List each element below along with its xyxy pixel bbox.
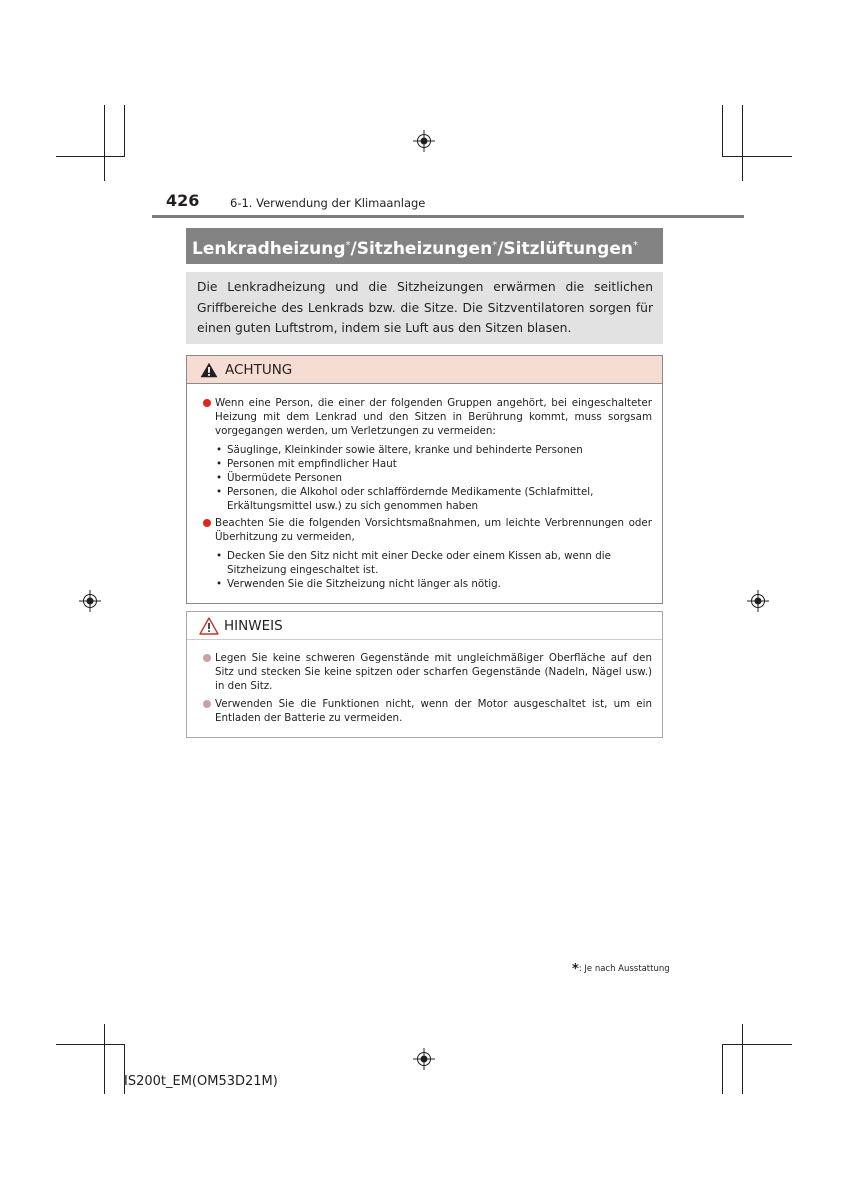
bullet-icon: • [216,444,223,456]
list-item-text: Decken Sie den Sitz nicht mit einer Decke oder einem Kissen ab, wenn die Sitzheizung eingeschaltet ist. [227,550,611,576]
section-title-part: /Sitzlüftungen [497,239,633,259]
crop-mark [742,105,743,157]
list-item [203,485,652,513]
list-item [203,471,652,485]
list-item-text: Personen mit empfindlicher Haut [227,458,397,470]
notice-box [186,611,663,738]
warning-sublist [203,443,652,513]
notice-body [187,640,662,725]
warning-box [186,355,663,604]
crop-mark [56,156,125,157]
list-item [203,549,652,577]
list-item [203,443,652,457]
crop-mark [104,156,105,181]
notice-item [203,651,652,693]
bullet-icon: • [216,472,223,484]
crop-mark [722,1044,723,1094]
crop-mark [124,105,125,157]
list-item-text: Säuglinge, Kleinkinder sowie ältere, kranke und behinderte Personen [227,444,583,456]
notice-label: HINWEIS [224,617,283,634]
bullet-icon [203,700,211,708]
warning-item-text: Beachten Sie die folgenden Vorsichtsmaßnahmen, um leichte Verbrennungen oder Überhitzung zu vermeiden, [215,517,652,543]
registration-mark-icon [747,590,769,612]
footnote [572,962,670,977]
warning-item-text: Wenn eine Person, die einer der folgenden Gruppen angehört, bei eingeschalteter Heizung mit dem Lenkrad und den Sitzen in Berührung kommt, muss sorgsam vorgegangen werden, um Verletzungen zu vermeiden: [215,397,652,437]
footnote-marker: * [572,962,579,977]
intro-text: Die Lenkradheizung und die Sitzheizungen erwärmen die seitlichen Griffbereiche des Lenkrads bzw. die Sitze. Die Sitzventilatoren sorgen für einen guten Luftstrom, indem sie Luft aus den Sitzen blasen. [197,280,653,335]
crop-mark [104,105,105,157]
crop-mark [722,105,723,157]
warning-body [187,384,662,591]
bullet-icon: • [216,486,223,498]
crop-mark [104,1024,105,1094]
section-title-part: Lenkradheizung [192,239,346,259]
footnote-text: : Je nach Ausstattung [578,964,670,974]
list-item [203,457,652,471]
bullet-icon: • [216,550,223,562]
warning-sublist [203,549,652,591]
list-item-text: Personen, die Alkohol oder schlaffördernde Medikamente (Schlafmittel, Erkältungsmittel usw.) zu sich genommen haben [227,486,594,512]
warning-label: ACHTUNG [225,361,293,378]
list-item [203,577,652,591]
crop-mark [742,1024,743,1094]
warning-triangle-outline-icon [199,617,219,635]
bullet-icon [203,654,211,662]
warning-triangle-filled-icon [200,362,218,378]
document-id: IS200t_EM(OM53D21M) [124,1074,278,1089]
notice-item [203,697,652,725]
list-item-text: Übermüdete Personen [227,472,342,484]
bullet-icon [203,399,211,407]
notice-header [187,612,662,640]
warning-item [203,516,652,544]
notice-item-text: Legen Sie keine schweren Gegenstände mit ungleichmäßiger Oberfläche auf den Sitz und stecken Sie keine spitzen oder scharfen Gegenstände (Nadeln, Nägel usw.) in den Sitz. [215,652,652,692]
header-rule [152,215,744,218]
crop-mark [722,156,792,157]
warning-header [187,356,662,384]
section-title [186,228,663,264]
intro-box [186,272,663,344]
registration-mark-icon [79,590,101,612]
crop-mark [722,1044,792,1045]
bullet-icon: • [216,458,223,470]
registration-mark-icon [413,130,435,152]
list-item-text: Verwenden Sie die Sitzheizung nicht länger als nötig. [227,578,501,590]
section-title-part: /Sitzheizungen [350,239,493,259]
crop-mark [56,1044,125,1045]
page-number: 426 [166,191,200,210]
availability-marker: * [345,240,351,251]
availability-marker: * [492,240,498,251]
availability-marker: * [632,240,638,251]
warning-item [203,396,652,438]
notice-item-text: Verwenden Sie die Funktionen nicht, wenn der Motor ausgeschaltet ist, um ein Entladen der Batterie zu vermeiden. [215,698,652,724]
bullet-icon [203,519,211,527]
crop-mark [742,156,743,181]
registration-mark-icon [413,1048,435,1070]
running-head: 6-1. Verwendung der Klimaanlage [230,196,426,210]
bullet-icon: • [216,578,223,590]
